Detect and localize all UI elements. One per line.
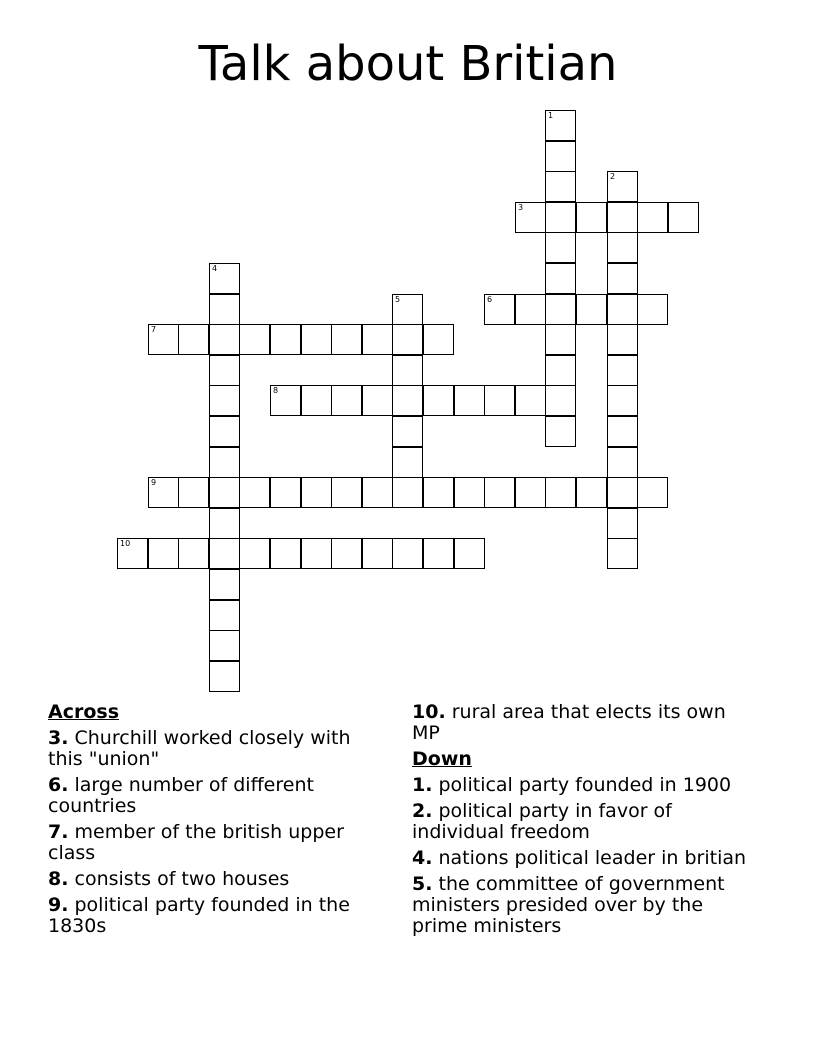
grid-cell[interactable] — [545, 171, 576, 202]
grid-cell[interactable] — [239, 324, 270, 355]
grid-cell[interactable] — [362, 324, 393, 355]
clue-number: 10. — [412, 701, 446, 723]
grid-cell[interactable] — [209, 477, 240, 508]
clue-text: nations political leader in britian — [438, 847, 747, 869]
clue-text: the committee of government ministers presided over by the prime ministers — [412, 873, 725, 937]
grid-cell[interactable] — [117, 538, 148, 569]
grid-cell[interactable] — [301, 477, 332, 508]
grid-cell[interactable] — [392, 294, 423, 325]
clue-down-2 — [412, 801, 752, 843]
grid-cell[interactable] — [239, 477, 270, 508]
clue-number-label: 10 — [120, 539, 131, 548]
grid-cell[interactable] — [392, 416, 423, 447]
down-heading: Down — [412, 748, 472, 770]
grid-cell[interactable] — [637, 294, 668, 325]
grid-cell[interactable] — [607, 508, 638, 539]
grid-cell[interactable] — [484, 385, 515, 416]
clues-right-column — [412, 702, 752, 942]
grid-cell[interactable] — [545, 416, 576, 447]
clue-text: large number of different countries — [48, 774, 314, 817]
clue-number: 7. — [48, 821, 69, 843]
grid-cell[interactable] — [484, 294, 515, 325]
clue-across-7 — [48, 822, 388, 864]
grid-cell[interactable] — [576, 202, 607, 233]
grid-cell[interactable] — [392, 477, 423, 508]
grid-cell[interactable] — [484, 477, 515, 508]
grid-cell[interactable] — [392, 447, 423, 478]
clue-down-4 — [412, 848, 752, 869]
grid-cell[interactable] — [454, 385, 485, 416]
grid-cell[interactable] — [515, 294, 546, 325]
grid-cell[interactable] — [178, 477, 209, 508]
grid-cell[interactable] — [209, 661, 240, 692]
grid-cell[interactable] — [209, 355, 240, 386]
grid-cell[interactable] — [239, 538, 270, 569]
grid-cell[interactable] — [148, 324, 179, 355]
clue-number-label: 4 — [212, 264, 218, 273]
grid-cell[interactable] — [270, 538, 301, 569]
clue-number: 4. — [412, 847, 433, 869]
grid-cell[interactable] — [301, 324, 332, 355]
grid-cell[interactable] — [637, 477, 668, 508]
grid-cell[interactable] — [545, 202, 576, 233]
grid-cell[interactable] — [545, 477, 576, 508]
grid-cell[interactable] — [392, 324, 423, 355]
grid-cell[interactable] — [545, 110, 576, 141]
clue-number: 6. — [48, 774, 69, 796]
clue-text: consists of two houses — [74, 868, 290, 890]
grid-cell[interactable] — [362, 538, 393, 569]
grid-cell[interactable] — [331, 477, 362, 508]
grid-cell[interactable] — [362, 385, 393, 416]
clue-number-label: 7 — [151, 325, 157, 334]
puzzle-title: Talk about Britian — [198, 36, 618, 92]
clue-number: 3. — [48, 727, 69, 749]
across-heading: Across — [48, 701, 120, 723]
grid-cell[interactable] — [515, 477, 546, 508]
grid-cell[interactable] — [331, 538, 362, 569]
grid-cell[interactable] — [423, 385, 454, 416]
grid-cell[interactable] — [209, 385, 240, 416]
grid-cell[interactable] — [454, 477, 485, 508]
grid-cell[interactable] — [301, 538, 332, 569]
grid-cell[interactable] — [209, 324, 240, 355]
grid-cell[interactable] — [607, 324, 638, 355]
grid-cell[interactable] — [178, 324, 209, 355]
grid-cell[interactable] — [301, 385, 332, 416]
grid-cell[interactable] — [515, 385, 546, 416]
clue-down-1 — [412, 775, 752, 796]
grid-cell[interactable] — [392, 355, 423, 386]
grid-cell[interactable] — [607, 447, 638, 478]
clue-number-label: 5 — [395, 295, 401, 304]
grid-cell[interactable] — [362, 477, 393, 508]
grid-cell[interactable] — [270, 385, 301, 416]
grid-cell[interactable] — [392, 385, 423, 416]
grid-cell[interactable] — [607, 294, 638, 325]
clue-number: 5. — [412, 873, 433, 895]
grid-cell[interactable] — [576, 477, 607, 508]
clue-across-8 — [48, 869, 388, 890]
grid-cell[interactable] — [607, 355, 638, 386]
clues-left-column — [48, 702, 388, 942]
clue-across-10 — [412, 702, 752, 744]
grid-cell[interactable] — [545, 141, 576, 172]
grid-cell[interactable] — [545, 324, 576, 355]
grid-cell[interactable] — [607, 263, 638, 294]
grid-cell[interactable] — [148, 538, 179, 569]
grid-cell[interactable] — [331, 385, 362, 416]
grid-cell[interactable] — [209, 416, 240, 447]
clue-across-9 — [48, 895, 388, 937]
clue-across-6 — [48, 775, 388, 817]
grid-cell[interactable] — [423, 477, 454, 508]
grid-cell[interactable] — [545, 232, 576, 263]
grid-cell[interactable] — [270, 324, 301, 355]
clue-across-3 — [48, 728, 388, 770]
clue-number-label: 1 — [548, 111, 554, 120]
grid-cell[interactable] — [607, 538, 638, 569]
clue-number-label: 9 — [151, 478, 157, 487]
clue-text: Churchill worked closely with this "union" — [48, 727, 351, 770]
grid-cell[interactable] — [576, 294, 607, 325]
grid-cell[interactable] — [148, 477, 179, 508]
clue-down-5 — [412, 874, 752, 937]
grid-cell[interactable] — [331, 324, 362, 355]
clue-text: member of the british upper class — [48, 821, 344, 864]
clue-number-label: 6 — [487, 295, 493, 304]
grid-cell[interactable] — [209, 508, 240, 539]
grid-cell[interactable] — [209, 569, 240, 600]
clue-number: 9. — [48, 894, 69, 916]
grid-cell[interactable] — [607, 202, 638, 233]
grid-cell[interactable] — [209, 630, 240, 661]
clue-number-label: 3 — [518, 203, 524, 212]
grid-cell[interactable] — [607, 385, 638, 416]
grid-cell[interactable] — [668, 202, 699, 233]
clue-number: 1. — [412, 774, 433, 796]
grid-cell[interactable] — [545, 263, 576, 294]
grid-cell[interactable] — [607, 171, 638, 202]
grid-cell[interactable] — [637, 202, 668, 233]
grid-cell[interactable] — [607, 416, 638, 447]
clue-number-label: 2 — [610, 172, 616, 181]
grid-cell[interactable] — [454, 538, 485, 569]
grid-cell[interactable] — [270, 477, 301, 508]
grid-cell[interactable] — [607, 477, 638, 508]
grid-cell[interactable] — [209, 600, 240, 631]
clue-number: 8. — [48, 868, 69, 890]
clue-text: rural area that elects its own MP — [412, 701, 726, 744]
clue-text: political party in favor of individual freedom — [412, 800, 672, 843]
grid-cell[interactable] — [545, 294, 576, 325]
grid-cell[interactable] — [545, 385, 576, 416]
clue-number: 2. — [412, 800, 433, 822]
grid-cell[interactable] — [607, 232, 638, 263]
clue-text: political party founded in the 1830s — [48, 894, 350, 937]
clue-number-label: 8 — [273, 386, 279, 395]
grid-cell[interactable] — [209, 294, 240, 325]
grid-cell[interactable] — [545, 355, 576, 386]
grid-cell[interactable] — [423, 538, 454, 569]
grid-cell[interactable] — [392, 538, 423, 569]
clue-text: political party founded in 1900 — [438, 774, 732, 796]
grid-cell[interactable] — [178, 538, 209, 569]
grid-cell[interactable] — [209, 447, 240, 478]
grid-cell[interactable] — [423, 324, 454, 355]
grid-cell[interactable] — [515, 202, 546, 233]
grid-cell[interactable] — [209, 538, 240, 569]
grid-cell[interactable] — [209, 263, 240, 294]
